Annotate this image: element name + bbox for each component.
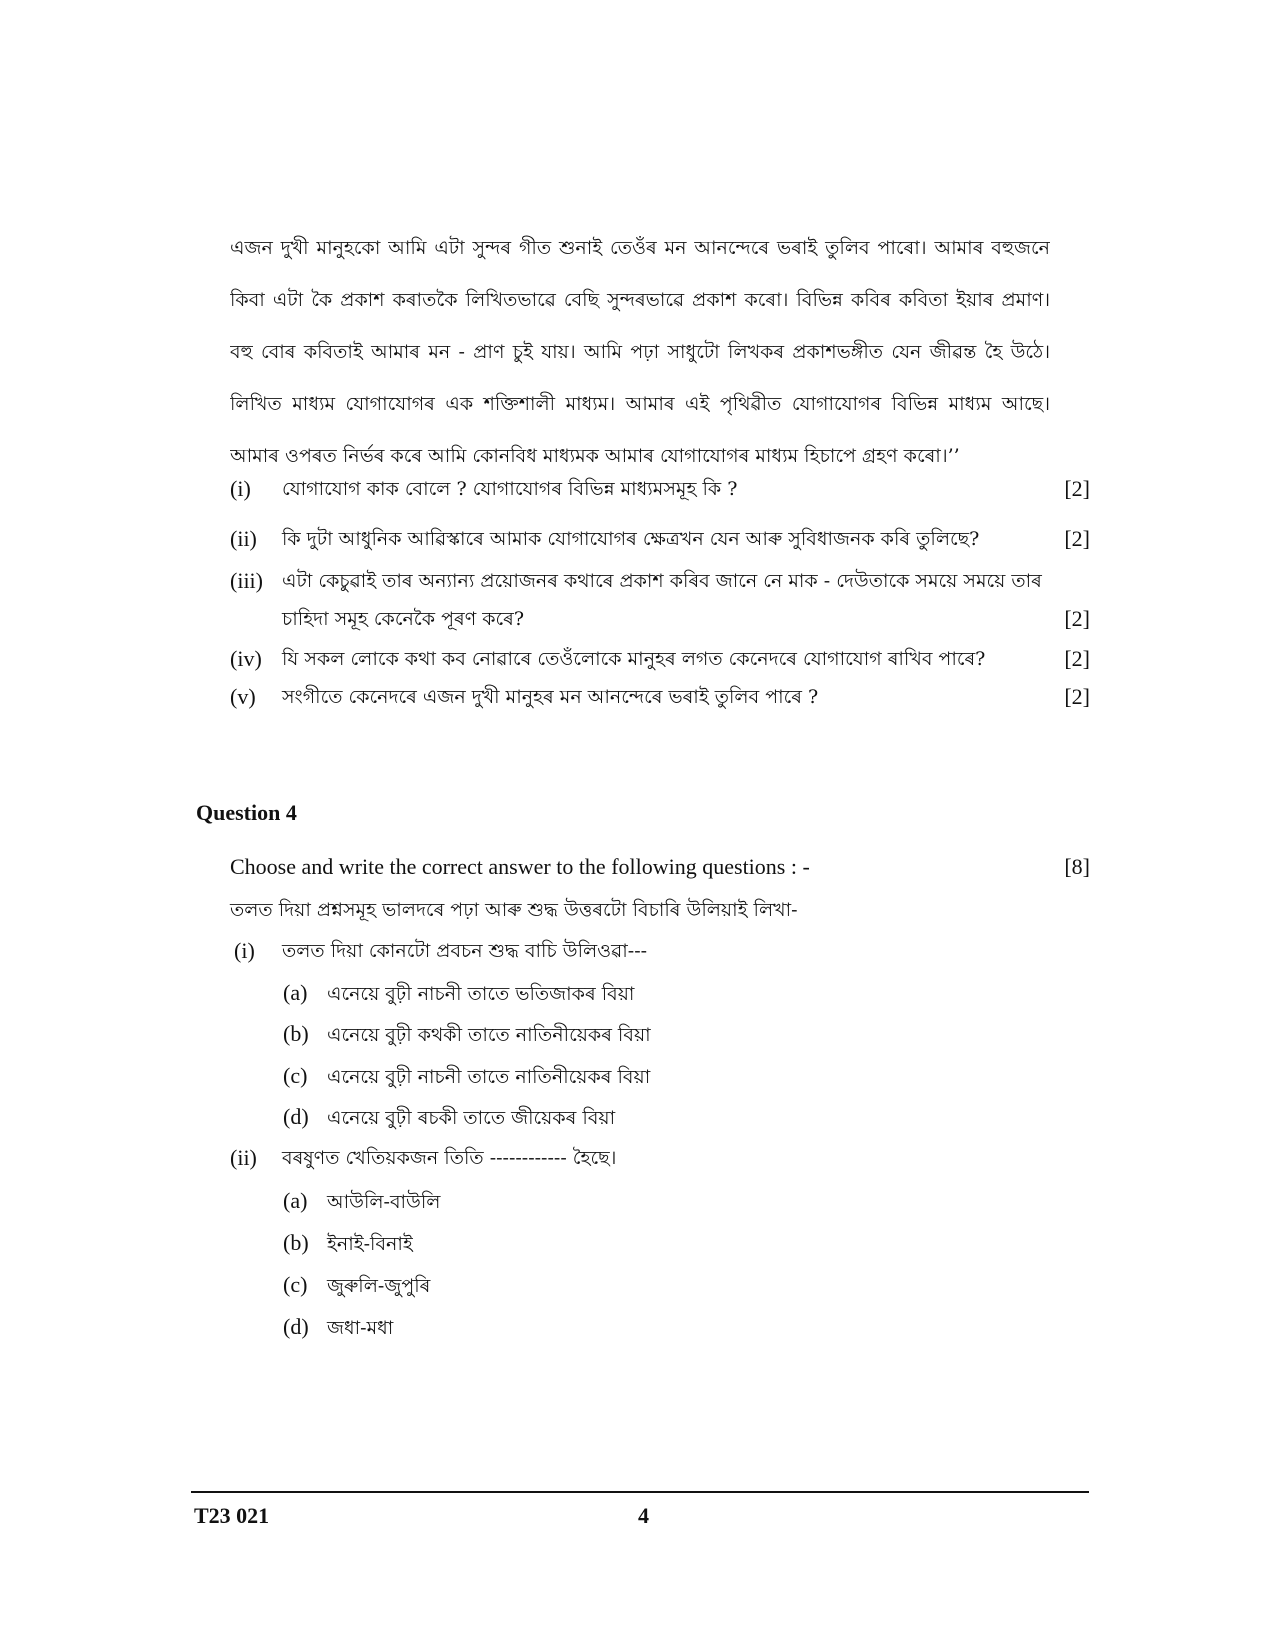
option-text: এনেয়ে বুঢ়ী ৰচকী তাতে জীয়েকৰ বিয়া xyxy=(327,1107,616,1129)
mcq-option xyxy=(283,1270,430,1301)
option-letter: (d) xyxy=(283,1314,309,1339)
mcq-number: (ii) xyxy=(230,1145,257,1170)
subquestion-text: যোগাযোগ কাক বোলে ? যোগাযোগৰ বিভিন্ন মাধ্যমসমূহ কি ? xyxy=(282,478,738,500)
option-text: জধা-মধা xyxy=(327,1317,394,1339)
mcq-text: বৰষুণত খেতিয়কজন তিতি ------------ হৈছে। xyxy=(282,1147,617,1169)
option-text: ইনাই-বিনাই xyxy=(327,1233,413,1255)
paper-code: T23 021 xyxy=(194,1503,270,1528)
subquestion-number: (i) xyxy=(230,476,251,501)
subquestion-marks: [2] xyxy=(1064,606,1090,631)
mcq-option xyxy=(283,1102,615,1133)
subquestion-marks: [2] xyxy=(1064,646,1090,671)
subquestion-number: (v) xyxy=(230,684,256,709)
subquestion-marks: [2] xyxy=(1064,526,1090,551)
passage-line: আমাৰ ওপৰত নিৰ্ভৰ কৰে আমি কোনবিধ মাধ্যমক আমাৰ যোগাযোগৰ মাধ্যম হিচাপে গ্ৰহণ কৰো।’’ xyxy=(230,445,960,467)
option-letter: (c) xyxy=(283,1272,308,1297)
passage-line: এজন দুখী মানুহকো আমি এটা সুন্দৰ গীত শুনাই তেওঁৰ মন আনন্দেৰে ভৰাই তুলিব পাৰো। আমাৰ বহুজনে xyxy=(230,237,1050,259)
option-text: আউলি-বাউলি xyxy=(327,1191,441,1213)
instruction-english xyxy=(230,852,1090,882)
mcq-option xyxy=(283,1061,650,1092)
mcq-text: তলত দিয়া কোনটো প্ৰবচন শুদ্ধ বাচি উলিওৱা--- xyxy=(282,940,648,962)
mcq-option xyxy=(283,1186,440,1217)
subquestion-text-continued: চাহিদা সমূহ কেনেকৈ পূৰণ কৰে? xyxy=(282,608,525,630)
subquestion-number: (iv) xyxy=(230,646,262,671)
option-letter: (b) xyxy=(283,1230,309,1255)
option-text: এনেয়ে বুঢ়ী নাচনী তাতে ভতিজাকৰ বিয়া xyxy=(327,983,635,1005)
mcq-number: (i) xyxy=(234,938,255,963)
instruction-assamese: তলত দিয়া প্ৰশ্নসমূহ ভালদৰে পঢ়া আৰু শুদ্ধ উত্তৰটো বিচাৰি উলিয়াই লিখা- xyxy=(230,899,798,921)
option-letter: (b) xyxy=(283,1021,309,1046)
option-letter: (d) xyxy=(283,1104,309,1129)
mcq-option xyxy=(283,1228,413,1259)
question-marks: [8] xyxy=(1064,854,1090,879)
comprehension-passage xyxy=(230,228,1050,488)
passage-line: বহু বোৰ কবিতাই আমাৰ মন - প্ৰাণ চুই যায়। আমি পঢ়া সাধুটো লিখকৰ প্ৰকাশভঙ্গীত যেন জীৱন্ত হৈ উঠে। xyxy=(230,341,1050,363)
page-number: 4 xyxy=(638,1503,649,1528)
subquestion-text: সংগীতে কেনেদৰে এজন দুখী মানুহৰ মন আনন্দেৰে ভৰাই তুলিব পাৰে ? xyxy=(282,686,819,708)
option-letter: (c) xyxy=(283,1063,308,1088)
subquestion-number: (ii) xyxy=(230,526,257,551)
option-text: এনেয়ে বুঢ়ী নাচনী তাতে নাতিনীয়েকৰ বিয়া xyxy=(327,1066,651,1088)
mcq-option xyxy=(283,1312,393,1343)
subquestion-marks: [2] xyxy=(1064,684,1090,709)
option-letter: (a) xyxy=(283,980,308,1005)
passage-line: লিখিত মাধ্যম যোগাযোগৰ এক শক্তিশালী মাধ্যম। আমাৰ এই পৃথিৱীত যোগাযোগৰ বিভিন্ন মাধ্যম আছে। xyxy=(230,393,1050,415)
question-heading: Question 4 xyxy=(196,800,297,825)
mcq-option xyxy=(283,978,634,1009)
option-text: জুৰুলি-জুপুৰি xyxy=(327,1275,431,1297)
instruction-text: Choose and write the correct answer to the following questions : - xyxy=(230,854,810,879)
subquestion-text: যি সকল লোকে কথা কব নোৱাৰে তেওঁলোকে মানুহৰ লগত কেনেদৰে যোগাযোগ ৰাখিব পাৰে? xyxy=(282,648,986,670)
footer-divider xyxy=(191,1491,1089,1493)
subquestion-marks: [2] xyxy=(1064,476,1090,501)
passage-line: কিবা এটা কৈ প্ৰকাশ কৰাতকৈ লিখিতভাৱে বেছি সুন্দৰভাৱে প্ৰকাশ কৰো। বিভিন্ন কবিৰ কবিতা ইয়াৰ প্ৰমাণ। xyxy=(230,289,1050,311)
subquestion-text: কি দুটা আধুনিক আৱিস্কাৰে আমাক যোগাযোগৰ ক্ষেত্ৰখন যেন আৰু সুবিধাজনক কৰি তুলিছে? xyxy=(282,528,980,550)
option-letter: (a) xyxy=(283,1188,308,1213)
option-text: এনেয়ে বুঢ়ী কথকী তাতে নাতিনীয়েকৰ বিয়া xyxy=(327,1024,651,1046)
subquestion-text: এটা কেচুৱাই তাৰ অন্যান্য প্ৰয়োজনৰ কথাৰে প্ৰকাশ কৰিব জানে নে মাক - দেউতাকে সময়ে সময়ে তাৰ xyxy=(282,570,1042,592)
mcq-option xyxy=(283,1019,651,1050)
subquestion-number: (iii) xyxy=(230,568,263,593)
